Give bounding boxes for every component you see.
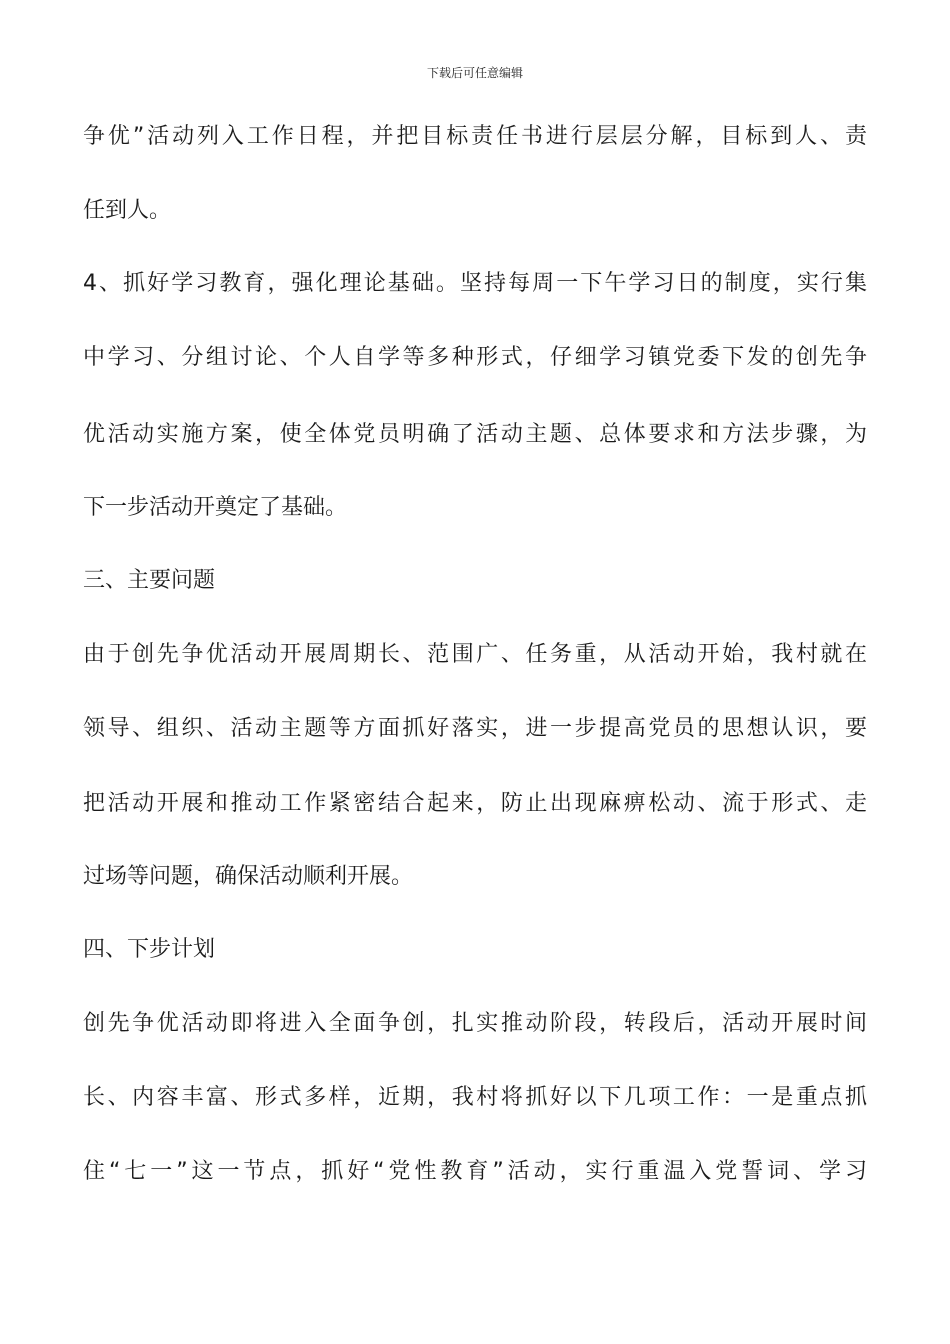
body-line: 任到人。 <box>83 198 172 223</box>
body-line: 把活动开展和推动工作紧密结合起来，防止出现麻痹松动、流于形式、走 <box>83 791 867 816</box>
body-line: 中学习、分组讨论、个人自学等多种形式，仔细学习镇党委下发的创先争 <box>83 345 867 370</box>
body-line: 优活动实施方案，使全体党员明确了活动主题、总体要求和方法步骤，为 <box>83 422 867 447</box>
body-line: 领导、组织、活动主题等方面抓好落实，进一步提高党员的思想认识，要 <box>83 716 867 741</box>
body-line: 创先争优活动即将进入全面争创，扎实推动阶段，转段后，活动开展时间 <box>83 1011 867 1036</box>
body-line: 由于创先争优活动开展周期长、范围广、任务重，从活动开始，我村就在 <box>83 642 867 667</box>
body-line: 长、内容丰富、形式多样，近期，我村将抓好以下几项工作：一是重点抓 <box>83 1085 867 1110</box>
body-line: 住“七一”这一节点，抓好“党性教育”活动，实行重温入党誓词、学习 <box>83 1159 867 1184</box>
section-heading: 四、下步计划 <box>83 937 216 962</box>
page-header: 下载后可任意编辑 <box>426 66 523 80</box>
body-line: 4、抓好学习教育，强化理论基础。坚持每周一下午学习日的制度，实行集 <box>83 271 867 296</box>
body-line: 过场等问题，确保活动顺利开展。 <box>83 864 414 889</box>
body-line: 下一步活动开奠定了基础。 <box>83 495 348 520</box>
body-line: 争优”活动列入工作日程，并把目标责任书进行层层分解，目标到人、责 <box>83 124 867 149</box>
section-heading: 三、主要问题 <box>83 568 216 593</box>
